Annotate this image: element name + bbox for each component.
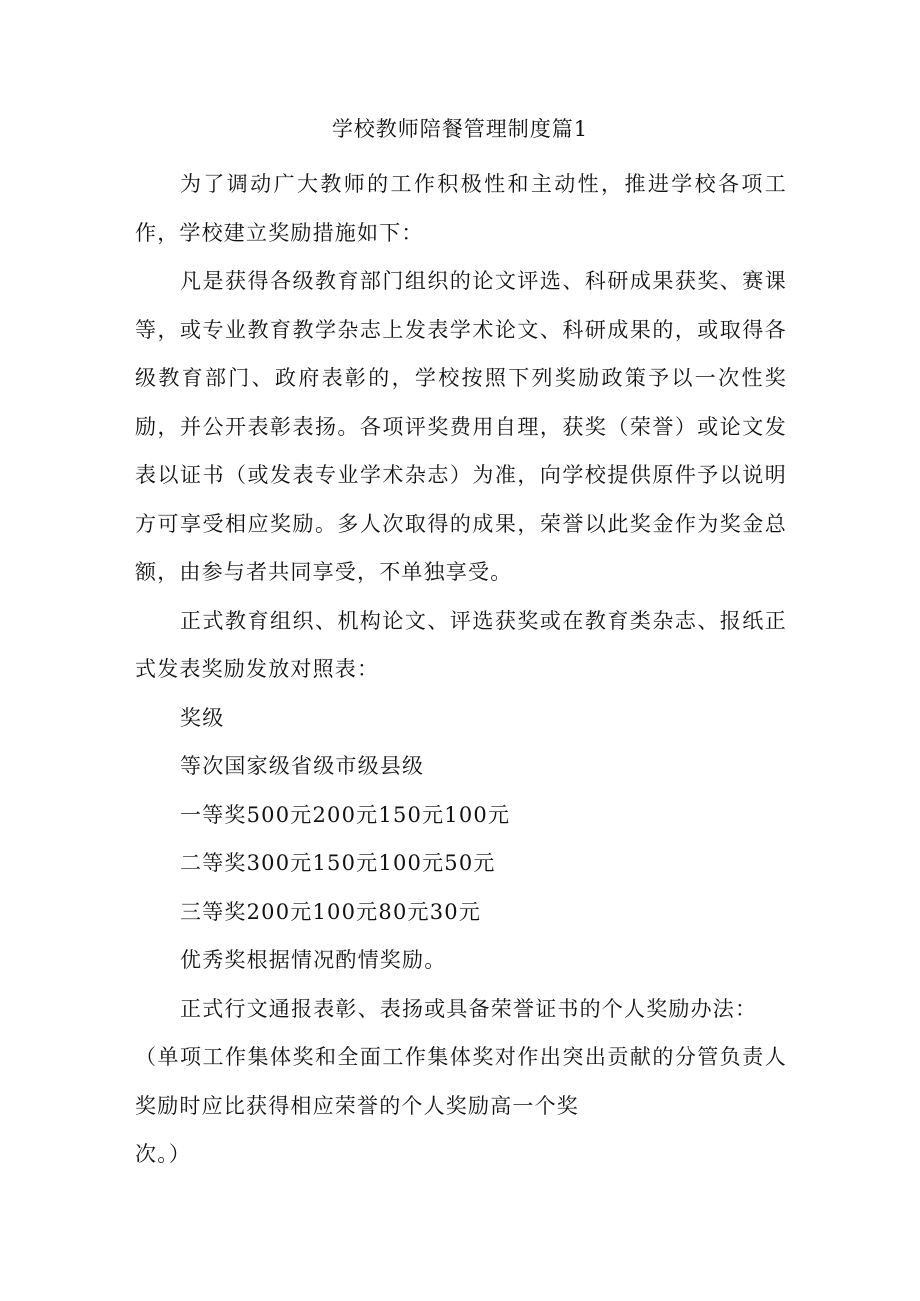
table-row [135,791,787,840]
table-header-cell: 等次 [180,754,225,778]
table-cell: 30元 [429,899,482,924]
table-cell: 300元 [246,851,313,875]
award-policy-paragraph: 凡是获得各级教育部门组织的论文评选、科研成果获奖、赛课等，或专业教育教学杂志上发表学术论文、科研成果的，或取得各级教育部门、政府表彰的，学校按照下列奖励政策予以一次性奖励，并公开表彰表扬。各项评奖费用自理，获奖（荣誉）或论文发表以证书（或发表专业学术杂志）为准，向学校提供原件予以说明方可享受相应奖励。多人次取得的成果，荣誉以此奖金作为奖金总额，由参与者共同享受，不单独享受。 [135,269,787,584]
document-title: 学校教师陪餐管理制度篇1 [331,117,589,141]
table-header-cell: 县级 [379,754,425,778]
table-header-row [135,742,787,791]
intro-paragraph: 为了调动广大教师的工作积极性和主动性，推进学校各项工作，学校建立奖励措施如下： [135,172,787,245]
table-cell: 三等奖 [180,899,247,924]
personal-note-end: 次。） [135,1142,192,1166]
table-cell: 100元 [444,802,511,827]
table-header-cell: 市级 [335,754,380,778]
document-body [135,160,787,1179]
table-cell: 50元 [444,851,496,875]
table-cell: 150元 [312,851,379,875]
table-cell: 200元 [312,802,379,827]
table-cell: 二等奖 [180,851,247,875]
table-header-cell: 国家级 [224,754,292,778]
table-row [135,888,787,937]
table-intro-paragraph: 正式教育组织、机构论文、评选获奖或在教育类杂志、报纸正式发表奖励发放对照表： [135,608,787,681]
personal-intro-paragraph: 正式行文通报表彰、表扬或具备荣誉证书的个人奖励办法： [180,996,758,1021]
table-cell: 100元 [312,899,379,924]
table-row [135,839,787,888]
excellence-note: 优秀奖根据情况酌情奖励。 [180,948,447,972]
table-header-cell: 省级 [291,754,336,778]
table-cell: 150元 [378,802,445,827]
table-heading: 奖级 [180,705,225,730]
table-cell: 500元 [246,802,313,827]
table-cell: 100元 [378,851,445,875]
personal-note-paragraph: （单项工作集体奖和全面工作集体奖对作出突出贡献的分管负责人奖励时应比获得相应荣誉的个人奖励高一个奖 [135,1045,787,1118]
table-cell: 一等奖 [180,802,247,827]
table-cell: 200元 [246,899,313,924]
table-cell: 80元 [378,899,430,924]
